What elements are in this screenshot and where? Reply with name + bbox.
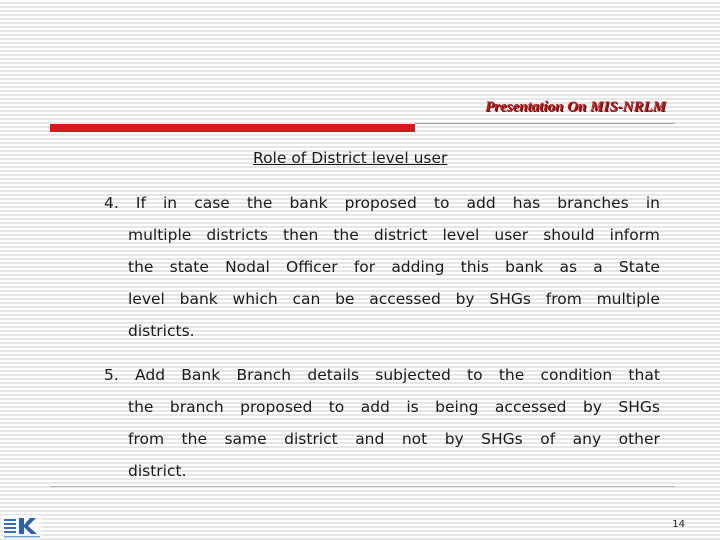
word: inform xyxy=(609,226,660,244)
paragraph-line xyxy=(104,187,660,219)
word: has xyxy=(512,194,541,212)
presentation-title: Presentation On MIS-NRLM xyxy=(485,99,666,115)
page-number: 14 xyxy=(672,519,685,530)
word: adding xyxy=(391,258,445,276)
word: district xyxy=(373,226,428,244)
point-4 xyxy=(104,187,660,347)
word: from xyxy=(545,290,582,308)
word: State xyxy=(618,258,660,276)
word: this xyxy=(460,258,489,276)
word: being xyxy=(435,398,479,416)
nrlm-logo-icon xyxy=(2,515,42,539)
paragraph-line xyxy=(128,251,660,283)
point-5 xyxy=(104,359,660,487)
header-rule-line xyxy=(415,123,675,124)
word: should xyxy=(543,226,595,244)
word: by xyxy=(582,398,602,416)
word: branches xyxy=(557,194,629,212)
word: add xyxy=(466,194,496,212)
word: which xyxy=(232,290,278,308)
section-title: Role of District level user xyxy=(253,149,448,167)
word: a xyxy=(593,258,603,276)
word: in xyxy=(162,194,178,212)
word: by xyxy=(444,430,464,448)
paragraph-line xyxy=(104,359,660,391)
word: is xyxy=(406,398,419,416)
word: the xyxy=(128,398,154,416)
word: bank xyxy=(505,258,544,276)
word: proposed xyxy=(240,398,313,416)
word: that xyxy=(628,366,660,384)
paragraph-line xyxy=(128,423,660,455)
word: the xyxy=(128,258,154,276)
word: the xyxy=(498,366,525,384)
word: subjected xyxy=(375,366,451,384)
word: the xyxy=(181,430,207,448)
word: Officer xyxy=(286,258,338,276)
paragraph-line xyxy=(128,283,660,315)
word: accessed xyxy=(494,398,567,416)
word: can xyxy=(292,290,321,308)
word: add xyxy=(360,398,390,416)
word: level xyxy=(128,290,165,308)
word: any xyxy=(572,430,602,448)
word: level xyxy=(442,226,480,244)
word: by xyxy=(455,290,475,308)
word: If xyxy=(135,194,146,212)
word: condition xyxy=(540,366,613,384)
paragraph-line xyxy=(128,391,660,423)
word: to xyxy=(467,366,483,384)
word: not xyxy=(401,430,428,448)
word: the xyxy=(246,194,273,212)
word: other xyxy=(618,430,660,448)
word: district. xyxy=(128,462,187,480)
paragraph-line xyxy=(128,455,660,487)
word: to xyxy=(433,194,450,212)
word: user xyxy=(494,226,529,244)
word: multiple xyxy=(596,290,660,308)
word: SHGs xyxy=(481,430,523,448)
word: accessed xyxy=(369,290,441,308)
header-red-bar xyxy=(50,124,415,132)
word: 4. xyxy=(104,194,119,212)
word: districts. xyxy=(128,322,195,340)
word: SHGs xyxy=(489,290,531,308)
word: state xyxy=(169,258,209,276)
word: proposed xyxy=(344,194,417,212)
word: in xyxy=(645,194,660,212)
footer-rule-line xyxy=(50,486,675,487)
word: then xyxy=(283,226,319,244)
word: details xyxy=(307,366,360,384)
word: Bank xyxy=(181,366,221,384)
word: Add xyxy=(135,366,166,384)
paragraph-line xyxy=(128,219,660,251)
word: same xyxy=(224,430,267,448)
word: from xyxy=(128,430,165,448)
word: be xyxy=(335,290,355,308)
word: 5. xyxy=(104,366,119,384)
word: Nodal xyxy=(225,258,270,276)
word: Branch xyxy=(236,366,292,384)
word: to xyxy=(328,398,345,416)
word: SHGs xyxy=(618,398,660,416)
word: and xyxy=(355,430,385,448)
word: bank xyxy=(289,194,328,212)
word: for xyxy=(353,258,376,276)
word: districts xyxy=(206,226,268,244)
word: the xyxy=(333,226,359,244)
word: multiple xyxy=(128,226,192,244)
word: district xyxy=(284,430,338,448)
word: bank xyxy=(179,290,218,308)
word: of xyxy=(540,430,556,448)
word: as xyxy=(559,258,578,276)
paragraph-line xyxy=(128,315,660,347)
word: branch xyxy=(169,398,224,416)
word: case xyxy=(194,194,230,212)
